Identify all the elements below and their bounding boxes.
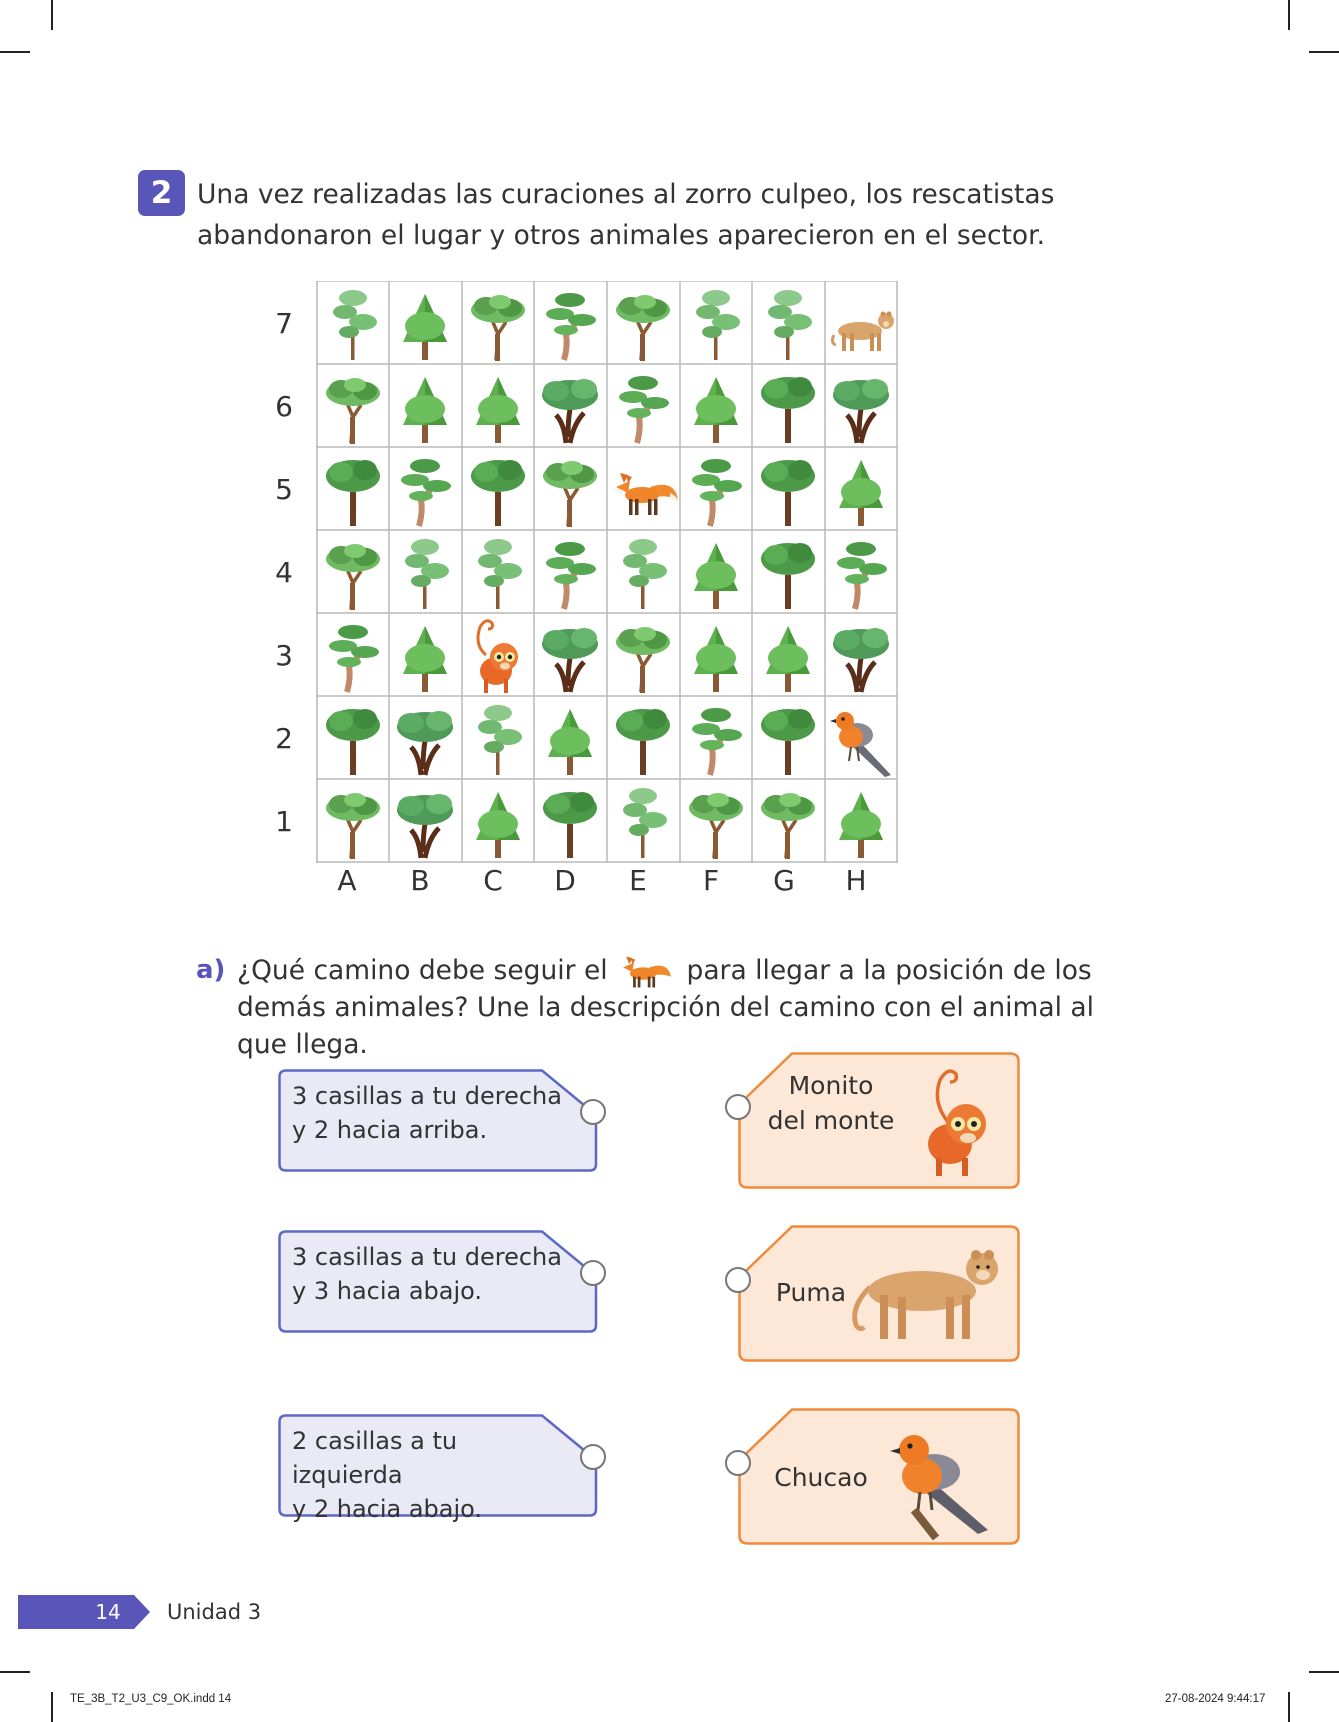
- puma-icon: [842, 1247, 1010, 1347]
- path-description-2-text: [292, 1240, 572, 1308]
- timestamp-slug: 27-08-2024 9:44:17: [1165, 1693, 1266, 1705]
- column-label-h: H: [845, 864, 867, 897]
- animal-card-puma[interactable]: [738, 1225, 1020, 1362]
- column-label-g: G: [773, 864, 795, 897]
- column-label-f: F: [702, 864, 720, 897]
- path-description-2[interactable]: [278, 1230, 598, 1333]
- animal-name-line: Monito: [788, 1071, 874, 1100]
- animal-name-line: Chucao: [774, 1463, 868, 1492]
- monkey-icon: [478, 621, 518, 693]
- row-label-3: 3: [275, 639, 293, 672]
- page-number: 14: [95, 1600, 121, 1624]
- question-a-text: [237, 952, 1137, 1063]
- row-label-2: 2: [275, 722, 293, 755]
- description-line: y 2 hacia abajo.: [292, 1495, 483, 1523]
- description-line: 2 casillas a tu izquierda: [292, 1427, 458, 1489]
- connector-dot[interactable]: [580, 1099, 606, 1125]
- row-label-6: 6: [275, 390, 293, 423]
- path-description-1[interactable]: [278, 1069, 598, 1172]
- crop-mark: [1288, 0, 1290, 30]
- inline-fox-icon: [616, 955, 678, 989]
- row-label-7: 7: [275, 307, 293, 340]
- connector-dot[interactable]: [580, 1444, 606, 1470]
- path-description-1-text: [292, 1079, 572, 1147]
- connector-dot[interactable]: [580, 1260, 606, 1286]
- unit-label: Unidad 3: [167, 1600, 262, 1624]
- column-label-d: D: [554, 864, 576, 897]
- description-line: 3 casillas a tu derecha: [292, 1243, 562, 1271]
- connector-dot[interactable]: [725, 1267, 751, 1293]
- monkey-icon: [908, 1062, 1008, 1180]
- file-slug: TE_3B_T2_U3_C9_OK.indd 14: [70, 1693, 232, 1705]
- exercise-number-badge: 2: [138, 170, 185, 216]
- row-label-4: 4: [275, 556, 293, 589]
- crop-mark: [0, 51, 30, 53]
- description-line: y 3 hacia abajo.: [292, 1277, 483, 1305]
- crop-mark: [51, 0, 53, 30]
- connector-dot[interactable]: [725, 1094, 751, 1120]
- puma-icon: [832, 312, 894, 352]
- animal-card-chucao-label: [766, 1460, 876, 1495]
- column-label-e: E: [629, 864, 647, 897]
- path-description-3[interactable]: [278, 1414, 598, 1523]
- row-label-1: 1: [275, 805, 293, 838]
- column-label-a: A: [337, 864, 357, 897]
- crop-mark: [1288, 1692, 1290, 1722]
- column-label-c: C: [483, 864, 503, 897]
- description-line: y 2 hacia arriba.: [292, 1116, 488, 1144]
- grid-lines: [316, 281, 898, 863]
- fox-icon: [614, 473, 678, 515]
- animal-card-chucao[interactable]: [738, 1408, 1020, 1545]
- description-line: 3 casillas a tu derecha: [292, 1082, 562, 1110]
- question-a-text-end: para llegar a la posición de los demás animales? Une la descripción del camino con el animal al que llega.: [237, 955, 1094, 1060]
- bird-icon: [884, 1418, 994, 1540]
- bird-icon: [830, 712, 891, 777]
- crop-mark: [0, 1671, 30, 1673]
- exercise-intro-text: Una vez realizadas las curaciones al zorro culpeo, los rescatistas abandonaron el lugar y otros animales aparecieron en el sector.: [197, 179, 1055, 251]
- crop-mark: [1309, 51, 1339, 53]
- connector-dot[interactable]: [725, 1450, 751, 1476]
- column-label-b: B: [410, 864, 430, 897]
- animal-name-line: del monte: [767, 1106, 895, 1135]
- crop-mark: [1309, 1671, 1339, 1673]
- animal-card-monito[interactable]: [738, 1052, 1020, 1189]
- animal-name-line: Puma: [775, 1278, 847, 1307]
- forest-grid: [316, 281, 898, 863]
- row-label-5: 5: [275, 473, 293, 506]
- animal-card-monito-label: [766, 1068, 896, 1138]
- question-a-text-start: ¿Qué camino debe seguir el: [237, 955, 608, 986]
- question-a-label: a): [196, 955, 226, 985]
- path-description-3-text: [292, 1424, 572, 1526]
- page-number-tab: [18, 1595, 150, 1629]
- crop-mark: [51, 1692, 53, 1722]
